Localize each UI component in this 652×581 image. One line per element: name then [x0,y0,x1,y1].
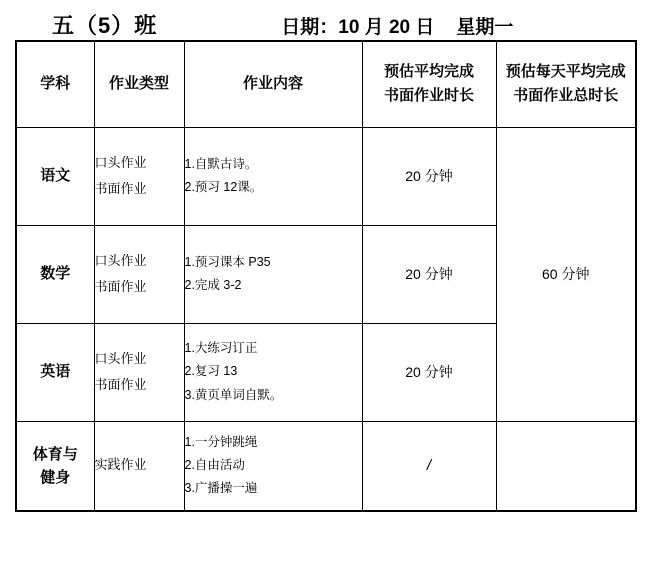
type-cell [94,421,184,511]
content-line: 2.复习 13 [184,364,238,379]
content-line: 2.预习 12课。 [184,180,263,194]
sheet-header [0,0,652,40]
subject-cell: 数学 [16,225,94,323]
type-line: 书面作业 [94,181,147,196]
subject-cell: 英语 [16,323,94,421]
content-line: 3.黄页单词自默。 [184,387,283,402]
content-line: 1.预习课本 P35 [184,254,271,269]
subject-cell [16,421,94,511]
content-cell [184,127,362,225]
type-line: 口头作业 [94,253,147,268]
content-line: 1.大练习订正 [184,341,258,356]
total-time-cell-empty [496,421,636,511]
type-cell [94,225,184,323]
content-line: 3.广播操一遍 [184,481,258,496]
column-header-type: 作业类型 [94,41,184,127]
table-row [16,127,636,225]
class-name: 五（5）班 [52,13,158,38]
date-label: 日期：10 月 20 日 [281,17,435,38]
type-cell [94,323,184,421]
avg-time-cell: 20 分钟 [362,225,496,323]
type-line: 书面作业 [94,279,147,294]
subject-line: 健身 [40,468,71,486]
column-header-content: 作业内容 [184,41,362,127]
total-time-cell: 60 分钟 [496,127,636,421]
column-header-avg-time [362,41,496,127]
type-line: 实践作业 [94,457,147,473]
content-line: 2.完成 3-2 [184,278,242,292]
column-header-subject: 学科 [16,41,94,127]
content-line: 2.自由活动 [184,458,245,473]
column-header-avg-time-line1: 预估平均完成 [383,63,474,81]
avg-time-cell: / [362,421,496,511]
table-header-row [16,41,636,127]
column-header-total-time-line2: 书面作业总时长 [513,87,619,105]
column-header-total-time-line1: 预估每天平均完成 [505,63,626,81]
column-header-avg-time-line2: 书面作业时长 [383,87,474,105]
avg-time-cell: 20 分钟 [362,323,496,421]
subject-line: 体育与 [32,445,78,463]
type-line: 口头作业 [94,351,147,366]
subject-cell: 语文 [16,127,94,225]
content-cell [184,421,362,511]
content-cell [184,225,362,323]
type-cell [94,127,184,225]
type-line: 书面作业 [94,377,147,392]
content-cell [184,323,362,421]
content-line: 1.一分钟跳绳 [184,435,258,450]
weekday-label: 星期一 [456,17,514,38]
column-header-total-time [496,41,636,127]
avg-time-cell: 20 分钟 [362,127,496,225]
type-line: 口头作业 [94,155,147,170]
content-line: 1.自默古诗。 [184,156,258,171]
table-row [16,421,636,511]
homework-table [15,40,637,512]
